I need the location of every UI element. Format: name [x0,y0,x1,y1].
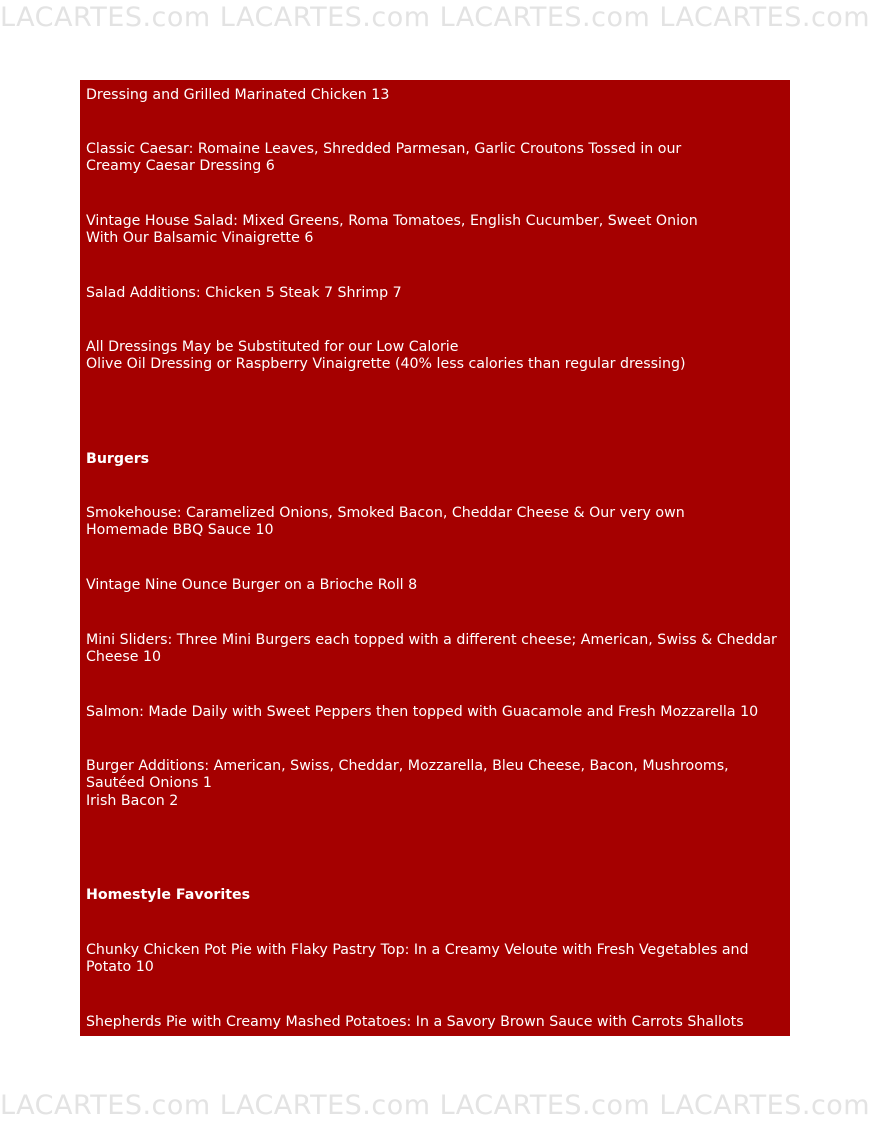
menu-item-smokehouse: Smokehouse: Caramelized Onions, Smoked Bacon, Cheddar Cheese & Our very own Homemade BBQ Sauce 10 [86,505,685,539]
menu-item-chicken-pot-pie: Chunky Chicken Pot Pie with Flaky Pastry Top: In a Creamy Veloute with Fresh Vegetables and Potato 10 [86,942,749,976]
menu-item-salad-additions: Salad Additions: Chicken 5 Steak 7 Shrimp 7 [86,285,402,301]
menu-item-shepherds-pie: Shepherds Pie with Creamy Mashed Potatoes: In a Savory Brown Sauce with Carrots Shallots [86,1014,744,1030]
menu-item-mini-sliders: Mini Sliders: Three Mini Burgers each topped with a different cheese; American, Swiss & Cheddar Cheese 10 [86,632,777,666]
menu-item-chicken-dressing: Dressing and Grilled Marinated Chicken 13 [86,87,390,103]
section-heading-burgers: Burgers [86,451,150,467]
section-heading-homestyle: Homestyle Favorites [86,887,251,903]
menu-panel [80,80,790,1036]
menu-item-burger-additions: Burger Additions: American, Swiss, Cheddar, Mozzarella, Bleu Cheese, Bacon, Mushrooms, Sautéed Onions 1 Irish Bacon 2 [86,758,729,809]
watermark-bottom: LACARTES.com LACARTES.com LACARTES.com LACARTES.com [0,1090,870,1121]
menu-item-salmon: Salmon: Made Daily with Sweet Peppers then topped with Guacamole and Fresh Mozzarella 10 [86,704,759,720]
menu-item-nine-ounce-burger: Vintage Nine Ounce Burger on a Brioche Roll 8 [86,577,418,593]
menu-item-dressing-note: All Dressings May be Substituted for our Low Calorie Olive Oil Dressing or Raspberry Vinaigrette (40% less calories than regular dressing) [86,339,686,373]
watermark-top: LACARTES.com LACARTES.com LACARTES.com LACARTES.com [0,2,870,33]
menu-item-house-salad: Vintage House Salad: Mixed Greens, Roma Tomatoes, English Cucumber, Sweet Onion With Our Balsamic Vinaigrette 6 [86,213,698,247]
menu-item-classic-caesar: Classic Caesar: Romaine Leaves, Shredded Parmesan, Garlic Croutons Tossed in our Creamy Caesar Dressing 6 [86,141,682,175]
